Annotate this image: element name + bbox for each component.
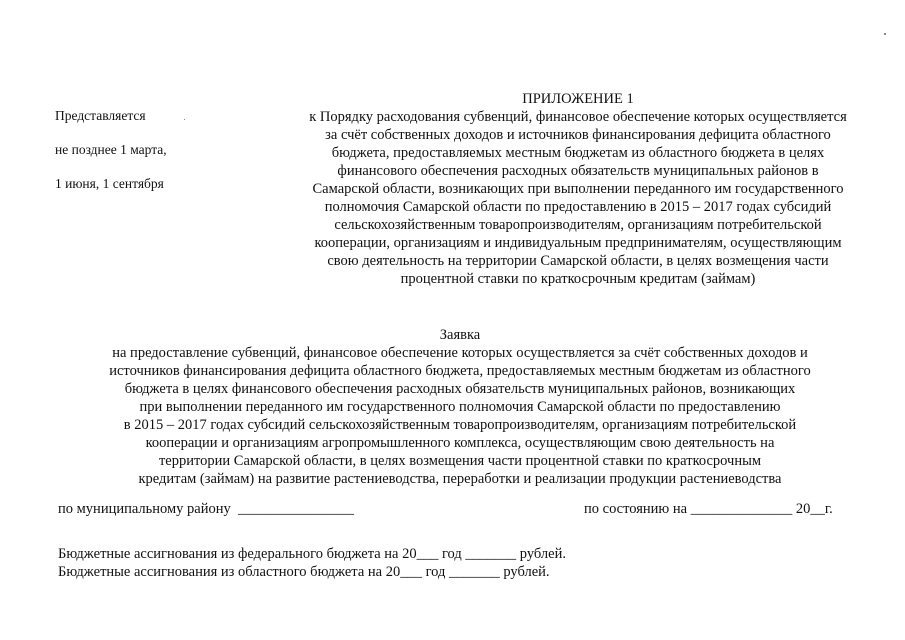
submission-deadline-note [55,90,225,209]
request-line: в 2015 – 2017 годах субсидий сельскохозяйственным товаропроизводителям, организациям потребительской [123,417,797,433]
appendix-line: за счёт собственных доходов и источников финансирования дефицита областного [325,127,831,143]
scan-speck [884,33,886,35]
appendix-line: сельскохозяйственным товаропроизводителям, организациям потребительской [334,217,822,233]
appendix-title: ПРИЛОЖЕНИЕ 1 [522,91,634,107]
appendix-header [278,90,878,288]
note-line: Представляется [55,108,146,123]
request-line: территории Самарской области, в целях возмещения части процентной ставки по краткосрочным [158,453,762,469]
appendix-line: бюджета, предоставляемых местным бюджетам из областного бюджета в целях [331,145,825,161]
appendix-line: финансового обеспечения расходных обязательств муниципальных районов в [337,163,819,179]
request-line: при выполнении переданного им государственного полномочия Самарской области по предоставлению [139,399,781,415]
appendix-line: Самарской области, возникающих при выполнении переданного им государственного [312,181,844,197]
request-line: бюджета в целях финансового обеспечения расходных обязательств муниципальных районов, возникающих [124,381,796,397]
scan-speck [184,119,185,120]
note-line: не позднее 1 марта, [55,142,167,157]
appendix-line: к Порядку расходования субвенций, финансовое обеспечение которых осуществляется [309,109,847,125]
request-block [45,326,875,488]
federal-budget-line: Бюджетные ассигнования из федерального бюджета на 20___ год _______ рублей. [58,546,566,562]
note-line: 1 июня, 1 сентября [55,176,164,191]
appendix-line: кооперации, организациям и индивидуальным предпринимателям, осуществляющим [314,235,842,251]
request-line: кредитам (займам) на развитие растениеводства, переработки и реализации продукции растениеводства [138,471,782,487]
appendix-body [278,108,878,288]
district-field: по муниципальному району ________________ [58,501,355,517]
appendix-line: полномочия Самарской области по предоставлению в 2015 – 2017 годах субсидий [324,199,832,215]
regional-budget-line: Бюджетные ассигнования из областного бюджета на 20___ год _______ рублей. [58,564,550,580]
appendix-line: процентной ставки по краткосрочным кредитам (займам) [400,271,756,287]
date-field: по состоянию на ______________ 20__г. [584,501,833,517]
request-line: кооперации и организациям агропромышленного комплекса, осуществляющим свою деятельность на [145,435,775,451]
request-line: источников финансирования дефицита областного бюджета, предоставляемых местным бюджетам из областного [109,363,811,379]
appendix-line: свою деятельность на территории Самарской области, в целях возмещения части [327,253,829,269]
request-title: Заявка [439,327,481,343]
request-line: на предоставление субвенций, финансовое обеспечение которых осуществляется за счёт собственных доходов и [112,345,808,361]
